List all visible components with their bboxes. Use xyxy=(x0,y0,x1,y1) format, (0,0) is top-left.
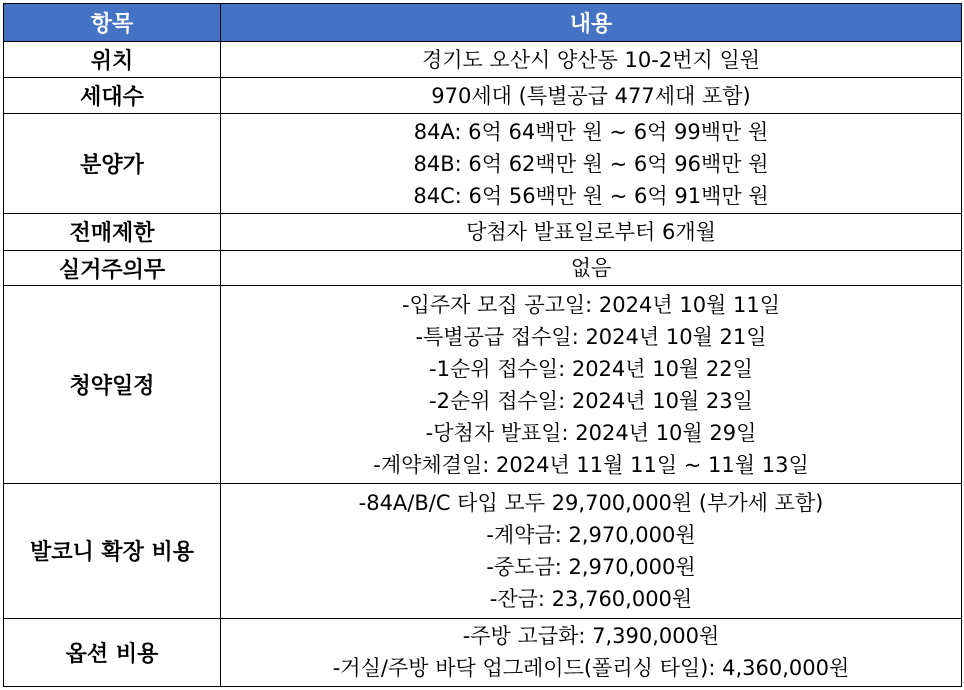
table-row xyxy=(4,78,962,114)
row-label: 실거주의무 xyxy=(4,250,221,285)
row-label: 세대수 xyxy=(4,78,221,114)
value-line: -주방 고급화: 7,390,000원 xyxy=(462,624,720,649)
value-line: -거실/주방 바닥 업그레이드(폴리싱 타일): 4,360,000원 xyxy=(332,656,850,681)
row-value xyxy=(221,213,962,250)
value-line: 경기도 오산시 양산동 10-2번지 일원 xyxy=(421,47,761,72)
header-content: 내용 xyxy=(221,4,962,42)
value-line: -84A/B/C 타입 모두 29,700,000원 (부가세 포함) xyxy=(358,490,824,515)
value-line: -계약금: 2,970,000원 xyxy=(486,522,696,547)
header-row xyxy=(4,4,962,42)
row-label: 옵션 비용 xyxy=(4,618,221,686)
value-line: 84A: 6억 64백만 원 ~ 6억 99백만 원 xyxy=(413,119,769,144)
value-line: -특별공급 접수일: 2024년 10월 21일 xyxy=(415,324,767,349)
value-line: 84B: 6억 62백만 원 ~ 6억 96백만 원 xyxy=(413,151,769,176)
table-row xyxy=(4,618,962,686)
row-value xyxy=(221,78,962,114)
row-label: 발코니 확장 비용 xyxy=(4,484,221,619)
value-line: 84C: 6억 56백만 원 ~ 6억 91백만 원 xyxy=(413,183,769,208)
table-row xyxy=(4,42,962,78)
row-value xyxy=(221,250,962,285)
info-table xyxy=(3,3,962,687)
header-item: 항목 xyxy=(4,4,221,42)
row-label: 청약일정 xyxy=(4,286,221,484)
table-row xyxy=(4,484,962,619)
value-line: -1순위 접수일: 2024년 10월 22일 xyxy=(429,356,753,381)
value-line: -중도금: 2,970,000원 xyxy=(486,554,696,579)
row-value xyxy=(221,42,962,78)
row-value xyxy=(221,286,962,484)
value-line: 970세대 (특별공급 477세대 포함) xyxy=(431,83,751,108)
row-label: 전매제한 xyxy=(4,213,221,250)
row-value xyxy=(221,114,962,213)
value-line: -2순위 접수일: 2024년 10월 23일 xyxy=(429,388,753,413)
value-line: -계약체결일: 2024년 11월 11일 ~ 11월 13일 xyxy=(373,452,809,477)
value-line: -잔금: 23,760,000원 xyxy=(489,586,693,611)
row-label: 분양가 xyxy=(4,114,221,213)
row-label: 위치 xyxy=(4,42,221,78)
value-line: -당첨자 발표일: 2024년 10월 29일 xyxy=(425,420,757,445)
row-value xyxy=(221,484,962,619)
value-line: 없음 xyxy=(570,256,612,281)
row-value xyxy=(221,618,962,686)
table-row xyxy=(4,213,962,250)
value-line: 당첨자 발표일로부터 6개월 xyxy=(466,219,716,244)
table-row xyxy=(4,114,962,213)
value-line: -입주자 모집 공고일: 2024년 10월 11일 xyxy=(401,292,781,317)
table-row xyxy=(4,286,962,484)
table-row xyxy=(4,250,962,285)
